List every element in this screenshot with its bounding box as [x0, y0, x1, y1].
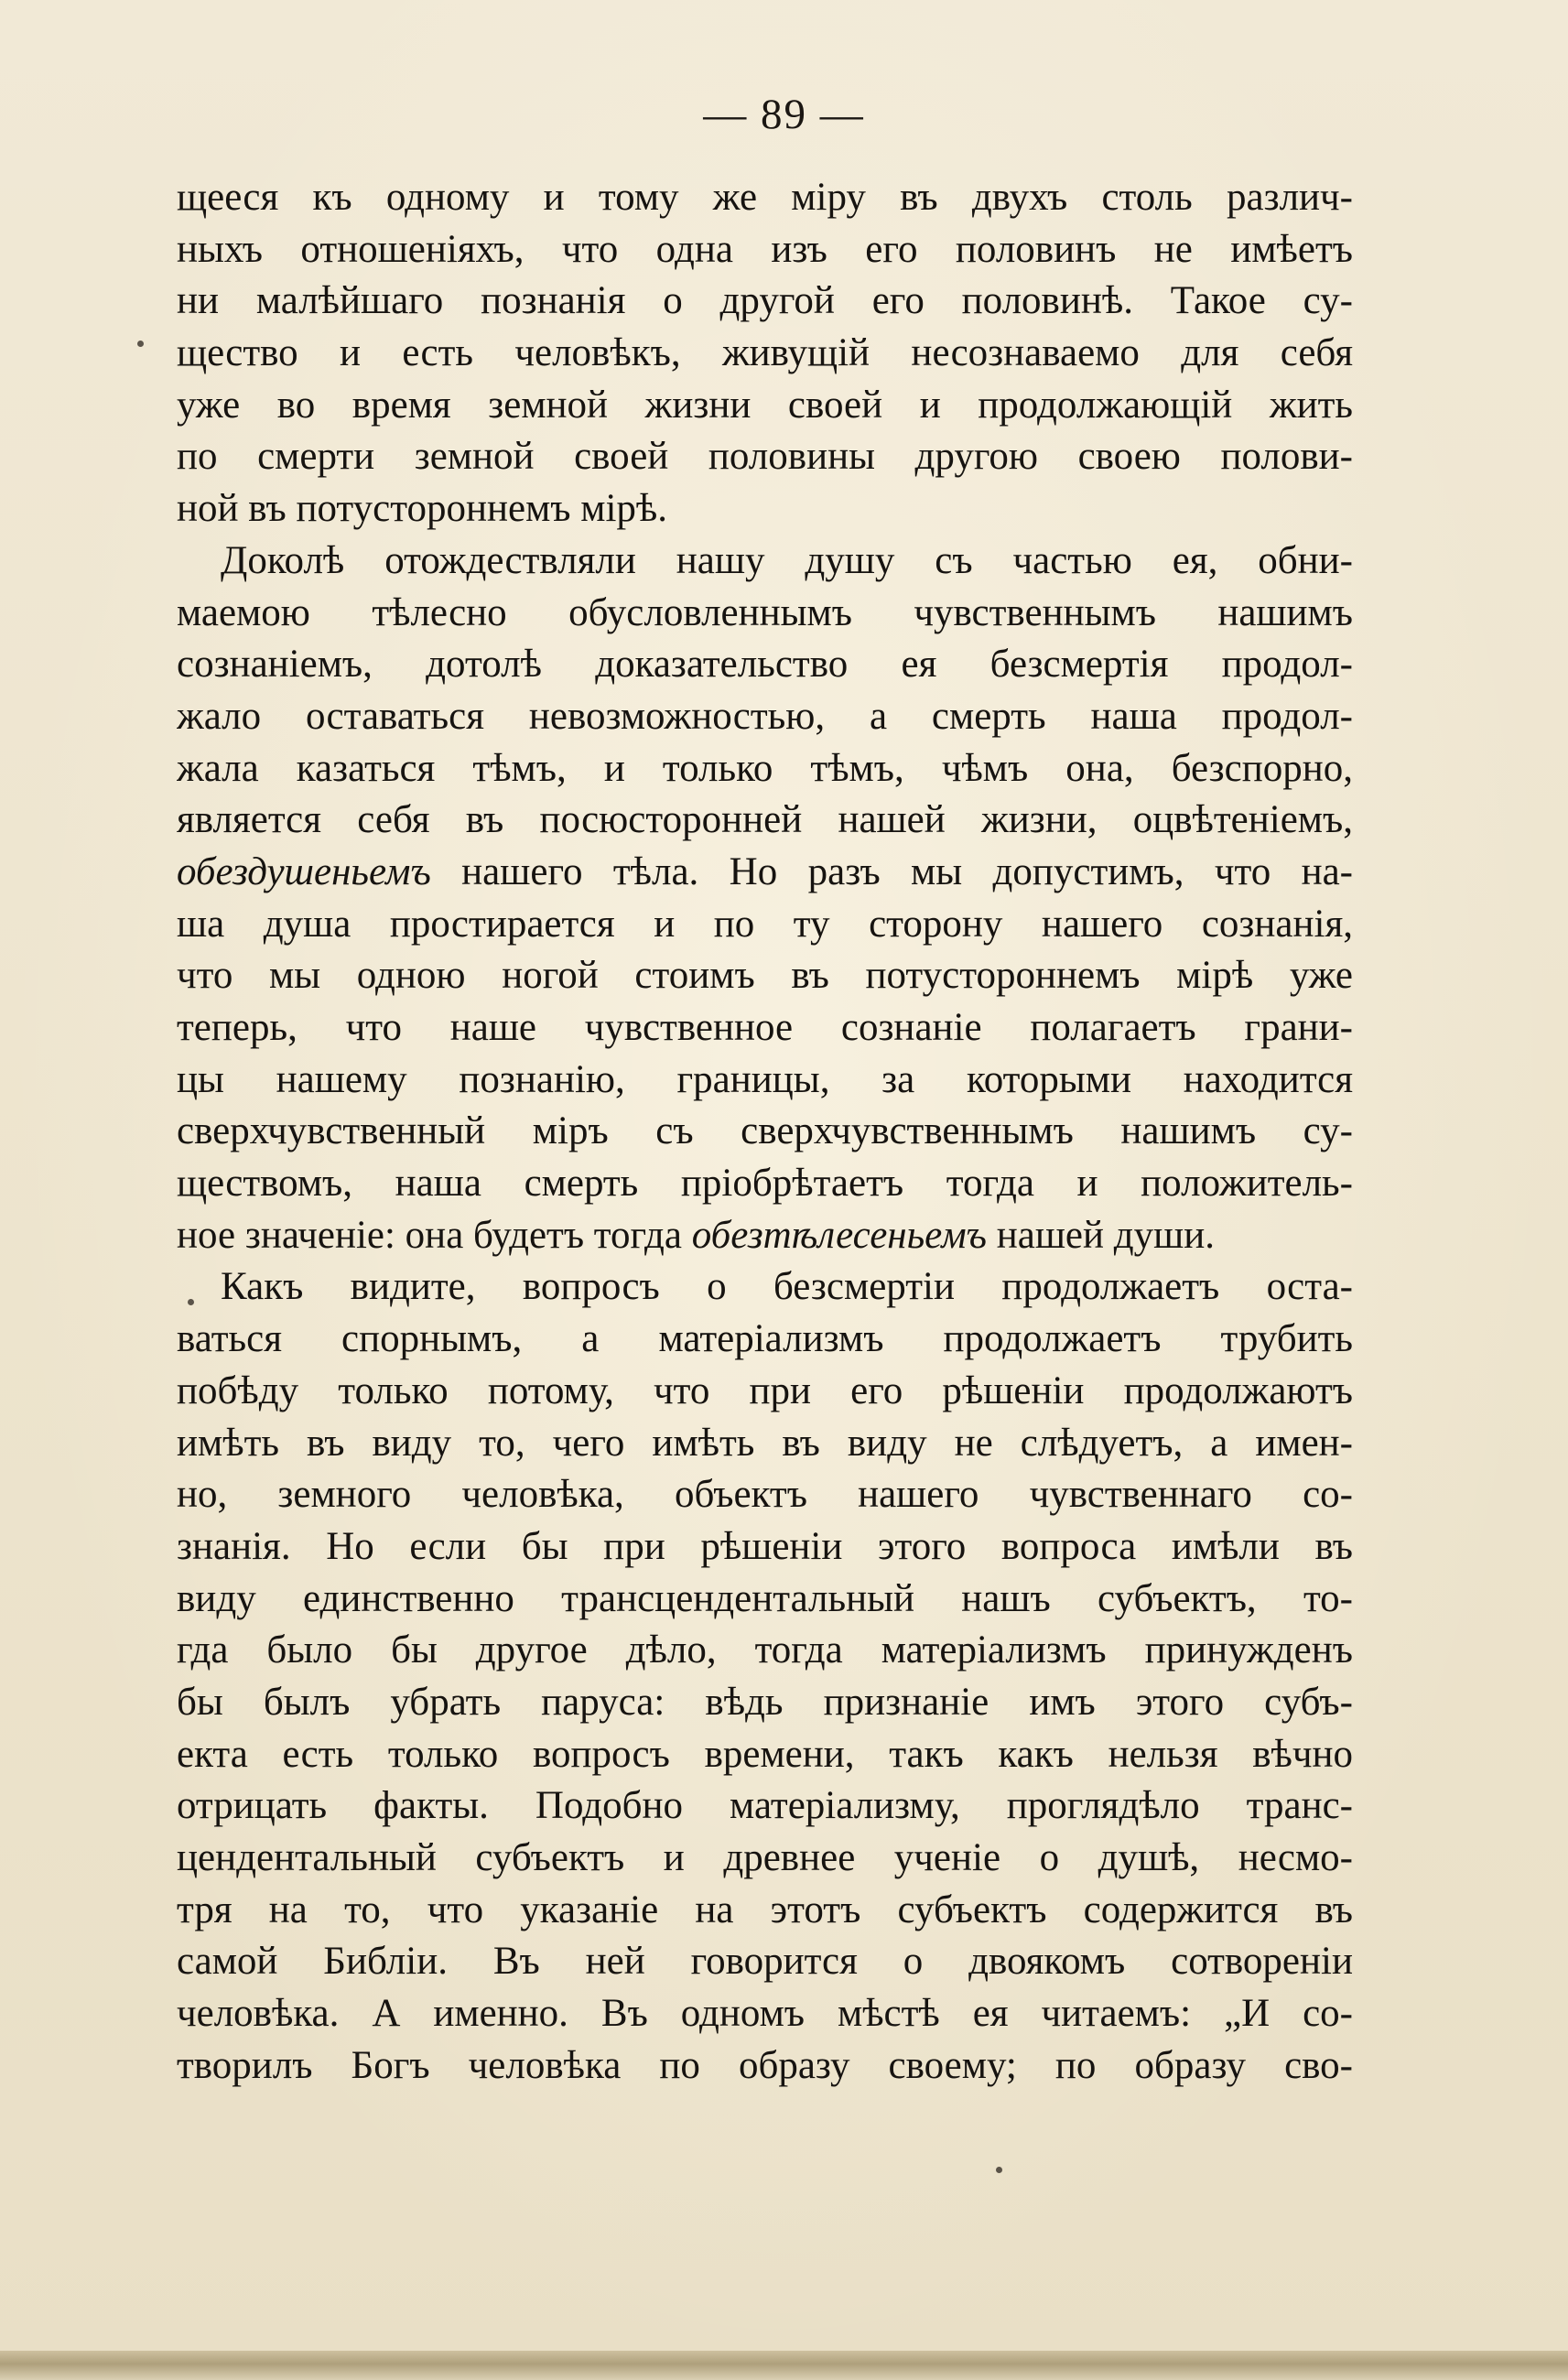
- text-line: ни малѣйшаго познанія о другой его половинѣ. Такое су-: [177, 279, 1353, 323]
- text-line: Доколѣ отождествляли нашу душу съ частью ея, обни-: [221, 538, 1353, 582]
- text-line: [177, 847, 1353, 899]
- text-line: щееся къ одному и тому же міру въ двухъ столь различ-: [177, 176, 1353, 219]
- text-line: творилъ Богъ человѣка по образу своему; по образу сво-: [177, 2043, 1353, 2087]
- text-line: жала казаться тѣмъ, и только тѣмъ, чѣмъ она, безспорно,: [177, 746, 1353, 790]
- text-line: [177, 1210, 1353, 1262]
- text-line: отрицать факты. Подобно матеріализму, проглядѣло транс-: [177, 1784, 1353, 1828]
- text-line: но, земного человѣка, объектъ нашего чувственнаго со-: [177, 1473, 1353, 1517]
- text-line: ной въ потустороннемъ мірѣ.: [177, 487, 668, 531]
- text-segment: нашей души.: [986, 1213, 1216, 1257]
- text-line: является себя въ посюсторонней нашей жизни, оцвѣтеніемъ,: [177, 798, 1353, 842]
- text-line: ныхъ отношеніяхъ, что одна изъ его половинъ не имѣетъ: [177, 227, 1353, 271]
- page-number: — 89 —: [703, 91, 865, 138]
- text-line: самой Библіи. Въ ней говорится о двоякомъ сотвореніи: [177, 1940, 1353, 1984]
- text-line: ша душа простирается и по ту сторону нашего сознанія,: [177, 902, 1353, 946]
- text-line: побѣду только потому, что при его рѣшеніи продолжаютъ: [177, 1368, 1353, 1412]
- text-line: имѣть въ виду то, чего имѣть въ виду не слѣдуетъ, а имен-: [177, 1421, 1353, 1465]
- ink-speck: [188, 1299, 194, 1305]
- text-segment: нашего тѣла. Но разъ мы допустимъ, что на-: [430, 849, 1353, 893]
- text-line: жало оставаться невозможностью, а смерть наша продол-: [177, 694, 1353, 738]
- body-text: [177, 172, 1353, 2092]
- text-line: ществомъ, наша смерть пріобрѣтаетъ тогда и положитель-: [177, 1162, 1353, 1206]
- text-line: екта есть только вопросъ времени, такъ какъ нельзя вѣчно: [177, 1732, 1353, 1776]
- text-line: теперь, что наше чувственное сознаніе полагаетъ грани-: [177, 1006, 1353, 1049]
- ink-speck: [996, 2167, 1002, 2173]
- text-line: знанія. Но если бы при рѣшеніи этого вопроса имѣли въ: [177, 1524, 1353, 1568]
- text-line: по смерти земной своей половины другою своею полови-: [177, 435, 1353, 479]
- text-line: сознаніемъ, дотолѣ доказательство ея безсмертія продол-: [177, 643, 1353, 687]
- text-line: тря на то, что указаніе на этотъ субъектъ содержится въ: [177, 1888, 1353, 1931]
- text-line: бы былъ убрать паруса: вѣдь признаніе имъ этого субъ-: [177, 1680, 1353, 1724]
- text-line: что мы одною ногой стоимъ въ потустороннемъ мірѣ уже: [177, 954, 1353, 998]
- ink-speck: [137, 341, 144, 347]
- text-line: сверхчувственный міръ съ сверхчувственнымъ нашимъ су-: [177, 1109, 1353, 1153]
- italic-word: обездушеньемъ: [177, 849, 431, 893]
- text-line: человѣка. А именно. Въ одномъ мѣстѣ ея читаемъ: „И со-: [177, 1992, 1353, 2036]
- text-line: виду единственно трансцендентальный нашъ субъектъ, то-: [177, 1576, 1353, 1620]
- text-line: ваться спорнымъ, а матеріализмъ продолжаетъ трубить: [177, 1317, 1353, 1361]
- text-line: щество и есть человѣкъ, живущій несознаваемо для себя: [177, 331, 1353, 375]
- text-line: гда было бы другое дѣло, тогда матеріализмъ принужденъ: [177, 1628, 1353, 1672]
- text-line: маемою тѣлесно обусловленнымъ чувственнымъ нашимъ: [177, 590, 1353, 634]
- text-line: цендентальный субъектъ и древнее ученіе о душѣ, несмо-: [177, 1836, 1353, 1879]
- text-line: уже во время земной жизни своей и продолжающій жить: [177, 383, 1353, 427]
- text-segment: ное значеніе: она будетъ тогда: [177, 1213, 692, 1257]
- page-bottom-edge: [0, 2351, 1568, 2380]
- text-line: Какъ видите, вопросъ о безсмертіи продолжаетъ оста-: [221, 1265, 1353, 1309]
- text-line: цы нашему познанію, границы, за которыми находится: [177, 1057, 1353, 1101]
- italic-word: обезтѣлесеньемъ: [691, 1213, 987, 1257]
